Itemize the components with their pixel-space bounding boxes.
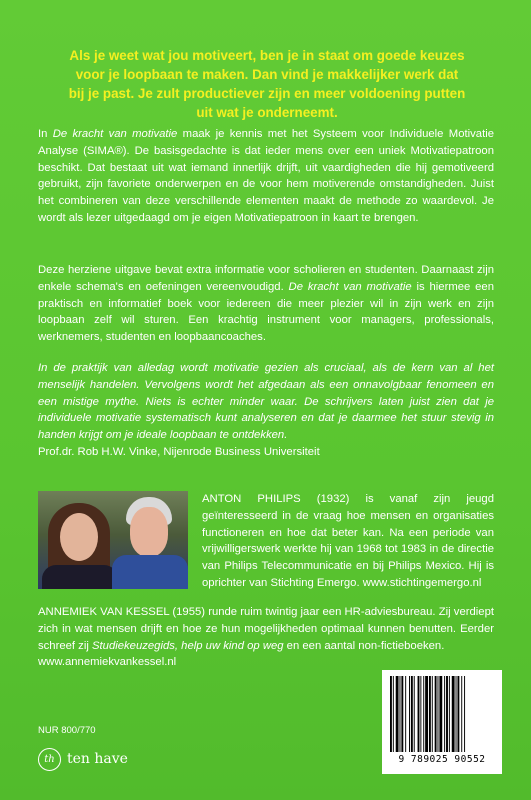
barcode-bar (439, 676, 442, 752)
description-paragraph-2 (38, 262, 494, 346)
text-span: Deze herziene uitgave bevat extra informatie voor scholieren en studenten. Daarnaast zijn enkele schema's en oefeningen vereenvoudigd. (38, 264, 494, 293)
barcode-bar (457, 676, 459, 752)
endorsement-author: Prof.dr. Rob H.W. Vinke, Nijenrode Business Universiteit (38, 446, 320, 458)
text-span: en een aantal non-fictieboeken. (283, 639, 445, 652)
intro-line: uit wat je onderneemt. (196, 105, 338, 120)
publisher-mark-icon: th (38, 748, 61, 771)
photo-woman-face (60, 513, 98, 561)
intro-line: voor je loopbaan te maken. Dan vind je makkelijker werk dat (75, 67, 459, 82)
author-bio-annemiek (38, 604, 494, 671)
photo-woman-top (42, 565, 118, 589)
publisher-logo (38, 747, 128, 771)
publisher-name: ten have (67, 751, 128, 767)
book-title: De kracht van motivatie (288, 280, 412, 293)
text-span: In (38, 128, 53, 140)
text-span: maak je kennis met het Systeem voor Individuele Motivatie Analyse (SIMA®). De basisgedachte is dat ieder mens over een uniek Motivatiepatroon beschikt. Dat bestaat uit wat iemand innerlijk drijft, uit vaardigheden die hij gemotiveerd gebruikt, zijn favoriete onderwerpen en de voor hem motiverende omstandigheden. Juist het combineren van deze verschillende elementen maakt de methode zo waardevol. Je wordt als lezer uitgedaagd om je eigen Motivatiepatroon in kaart te brengen. (38, 128, 494, 224)
barcode-number: 9 789025 90552 (398, 754, 486, 765)
barcode-bar (438, 676, 439, 752)
barcode-bar (393, 676, 394, 752)
nur-code: NUR 800/770 (38, 725, 96, 736)
barcode-bar (446, 676, 448, 752)
barcode-bar (449, 676, 450, 752)
intro-line: bij je past. Je zult productiever zijn en meer voldoening putten (68, 86, 466, 101)
author-website: www.annemiekvankessel.nl (38, 656, 177, 669)
book-title: Studiekeuzegids, help uw kind op weg (92, 639, 284, 652)
endorsement-quote: In de praktijk van alledag wordt motivatie gezien als cruciaal, als de kern van al het menselijk handelen. Vervolgens wordt het afgedaan als een onnavolgbaar fenomeen en een mistige mythe. Niets is echter minder waar. De schrijvers laten juist zien dat je individuele motivatie systematisch kunt analyseren en dat je daarmee het stuur stevig in handen krijgt om je ideale loopbaan te ontdekken. (38, 362, 494, 442)
photo-man-shirt (112, 555, 188, 589)
barcode-bar (435, 676, 437, 752)
barcode-bar (464, 676, 465, 752)
barcode-bar (420, 676, 421, 752)
barcode-bar (396, 676, 399, 752)
description-paragraph-1 (38, 126, 494, 227)
barcode-bar (444, 676, 445, 752)
barcode-bar (423, 676, 424, 752)
barcode-bar (418, 676, 420, 752)
intro-blurb (36, 46, 498, 122)
barcode-bar (452, 676, 455, 752)
isbn-barcode (382, 670, 502, 774)
text-span: ANNEMIEK VAN KESSEL (1955) runde ruim twintig jaar een HR-adviesbureau. Zij verdiept zich in wat mensen drijft en hoe ze hun mogelijkheden optimaal kunnen benutten. Eerder schreef zij (38, 606, 494, 652)
barcode-bar (432, 676, 433, 752)
intro-line: Als je weet wat jou motiveert, ben je in staat om goede keuzes (69, 48, 465, 63)
barcode-bar (390, 676, 392, 752)
barcode-bar (400, 676, 401, 752)
barcode-bar (414, 676, 415, 752)
barcode-bar (461, 676, 462, 752)
barcode-bar (411, 676, 413, 752)
text-span: is hiermee een praktisch en informatief boek voor iedereen die meer plezier wil in zijn werk en zijn loopbaan zelf wil sturen. Een krachtig instrument voor managers, professionals, werknemers, studenten en loopbaancoaches. (38, 280, 494, 344)
barcode-bar (429, 676, 431, 752)
barcode-bar (409, 676, 410, 752)
authors-photo (38, 491, 188, 589)
barcode-bar (401, 676, 403, 752)
barcode-bar (456, 676, 457, 752)
barcode-bar (425, 676, 428, 752)
barcode-bars (388, 676, 496, 752)
barcode-bar (405, 676, 406, 752)
book-title: De kracht van motivatie (52, 128, 178, 140)
photo-man-face (130, 507, 168, 557)
author-bio-anton: ANTON PHILIPS (1932) is vanaf zijn jeugd geïnteresseerd in de vraag hoe mensen en organisaties functioneren en hoe dat beter kan. Na een periode van vrijwilligerswerk werkte hij van 1968 tot 1983 in de directie van Philips Telecommunicatie en bij Philips Mexico. Hij is oprichter van Stichting Emergo. www.stichtingemergo.nl (202, 493, 494, 589)
